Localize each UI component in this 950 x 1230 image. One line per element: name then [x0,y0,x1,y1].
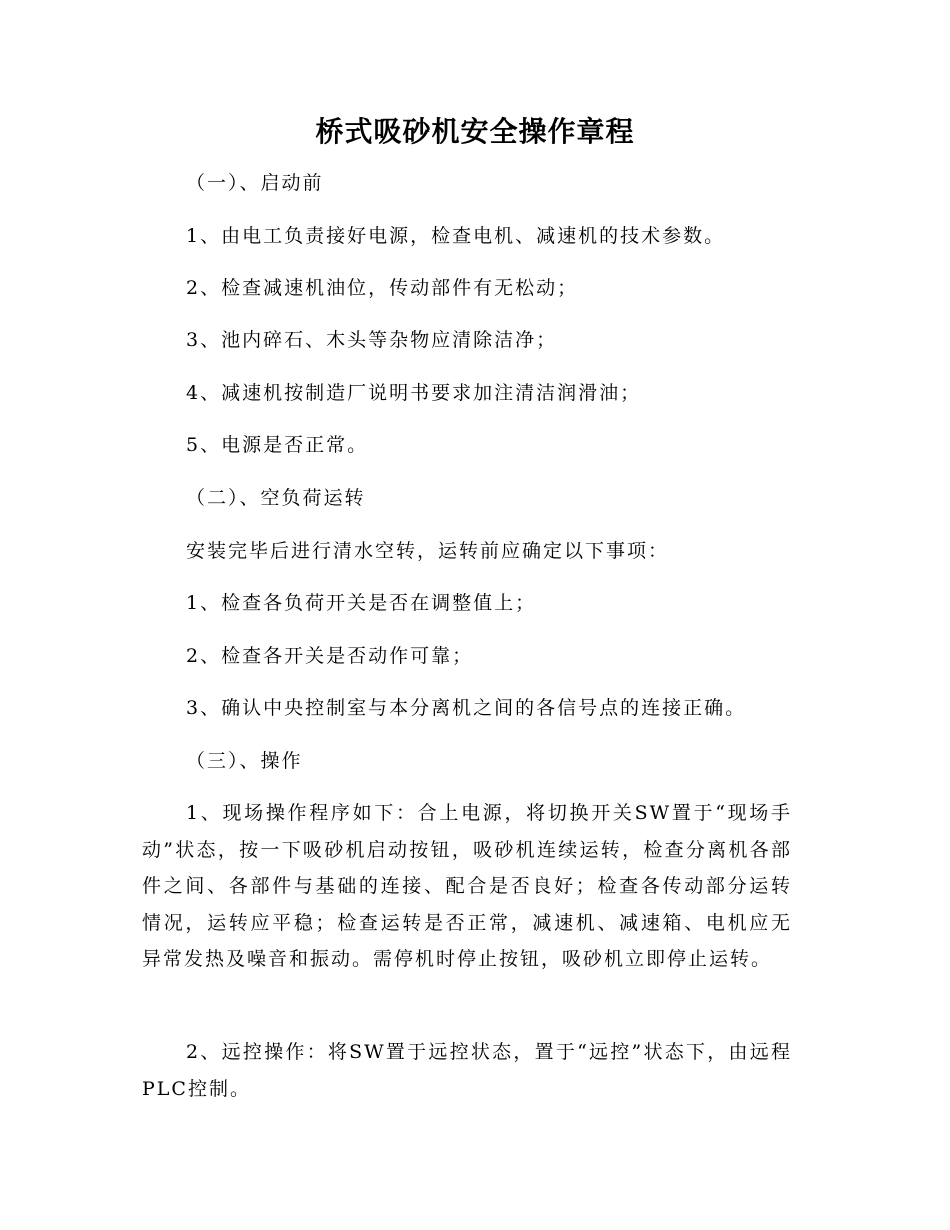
list-item: 3、池内碎石、木头等杂物应清除洁净； [186,329,558,351]
section-heading-3: （三）、操作 [186,750,303,772]
list-item: 1、检查各负荷开关是否在调整值上； [186,592,537,614]
paragraph: 2、远控操作：将SW置于远控状态，置于“远控”状态下，由远程PLC控制。 [142,1041,792,1100]
list-item: 4、减速机按制造厂说明书要求加注清洁润滑油； [186,382,642,404]
section-intro: 安装完毕后进行清水空转，运转前应确定以下事项： [186,540,670,562]
section-heading-2: （二）、空负荷运转 [186,487,366,509]
paragraph: 1、现场操作程序如下：合上电源，将切换开关SW置于“现场手动”状态，按一下吸砂机启动按钮，吸砂机连续运转，检查分离机各部件之间、各部件与基础的连接、配合是否良好；检查各传动部分运转情况，运转应平稳；检查运转是否正常，减速机、减速箱、电机应无异常发热及噪音和振动。需停机时停止按钮，吸砂机立即停止运转。 [142,802,792,970]
list-item: 2、检查减速机油位，传动部件有无松动； [186,277,579,299]
list-item: 1、由电工负责接好电源，检查电机、减速机的技术参数。 [186,225,726,247]
list-item: 5、电源是否正常。 [186,434,369,456]
list-item: 2、检查各开关是否动作可靠； [186,645,474,667]
list-item: 3、确认中央控制室与本分离机之间的各信号点的连接正确。 [186,697,747,719]
section-heading-1: （一）、启动前 [186,172,324,194]
document-title: 桥式吸砂机安全操作章程 [315,115,635,148]
